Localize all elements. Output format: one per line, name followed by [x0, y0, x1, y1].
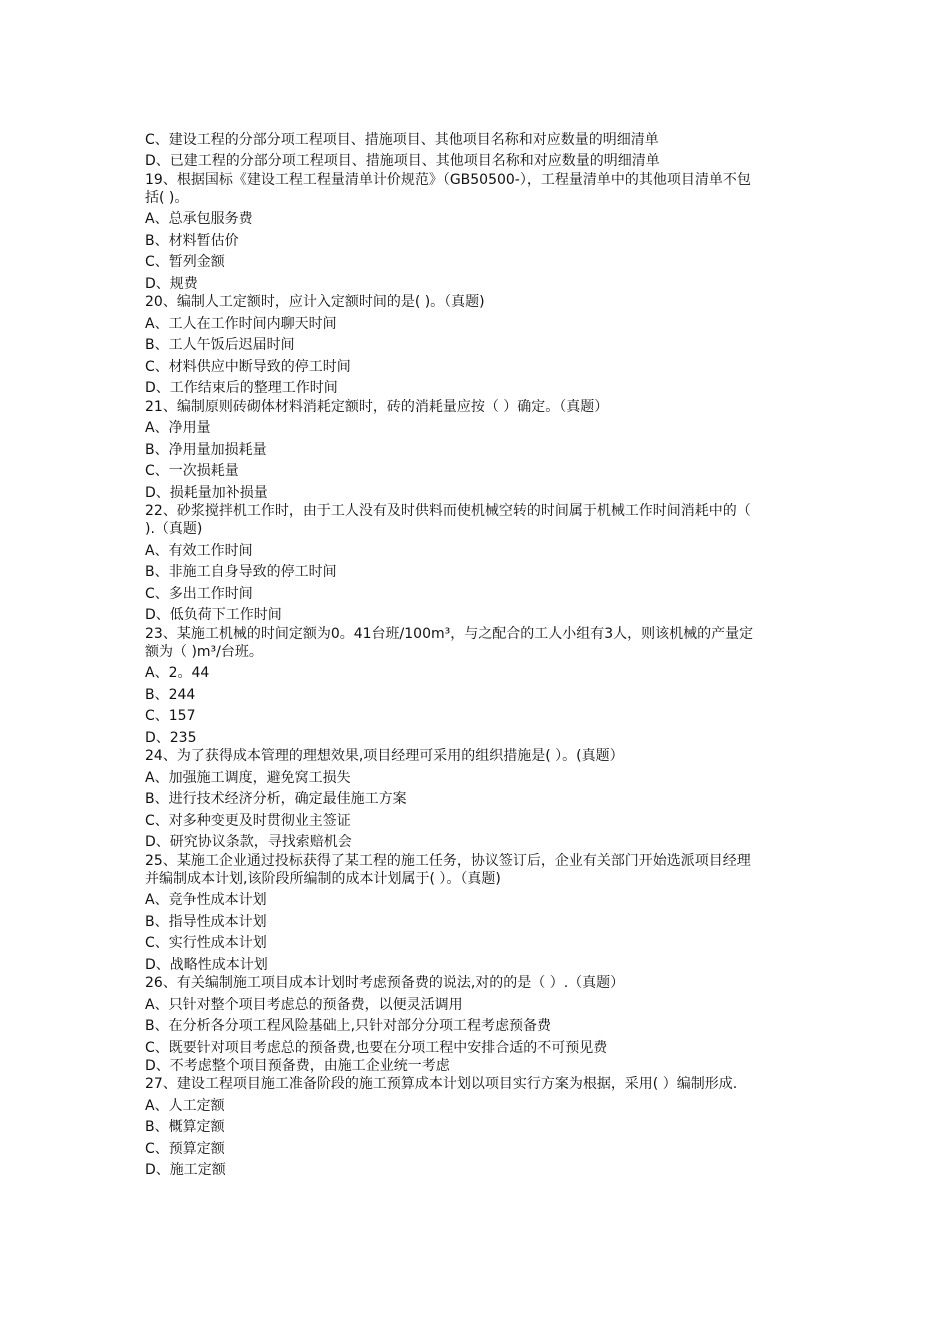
answer-option: A、2。44: [145, 665, 210, 681]
question-text: 27、建设工程项目施工准备阶段的施工预算成本计划以项目实行方案为根据，采用( ）编制形成.: [145, 1076, 738, 1092]
text-continuation: D、不考虑整个项目预备费，由施工企业统一考虑: [145, 1057, 450, 1074]
answer-option: A、工人在工作时间内聊天时间: [145, 315, 337, 332]
answer-option: B、进行技术经济分析，确定最佳施工方案: [145, 791, 407, 807]
answer-option: B、在分析各分项工程风险基础上,只针对部分分项工程考虑预备费: [145, 1018, 552, 1034]
answer-option: B、指导性成本计划: [145, 913, 267, 930]
answer-option: D、研究协议条款，寻找索赔机会: [145, 834, 352, 850]
text-continuation: 额为（ )m³/台班。: [145, 643, 263, 660]
answer-option: A、人工定额: [145, 1097, 225, 1114]
answer-option: A、有效工作时间: [145, 542, 253, 559]
answer-option: C、对多种变更及时贯彻业主签证: [145, 812, 351, 829]
answer-option: B、工人午饭后迟届时间: [145, 337, 295, 353]
document-page: [145, 127, 815, 1179]
answer-option: C、材料供应中断导致的停工时间: [145, 358, 351, 375]
question-text: 19、根据国标《建设工程工程量清单计价规范》（GB50500-），工程量清单中的其他项目清单不包: [145, 171, 751, 188]
answer-option: D、损耗量加补损量: [145, 484, 268, 501]
answer-option: C、暂列金额: [145, 254, 225, 270]
answer-option: B、244: [145, 686, 196, 703]
answer-option: D、已建工程的分部分项工程项目、措施项目、其他项目名称和对应数量的明细清单: [145, 153, 660, 169]
answer-option: A、只针对整个项目考虑总的预备费，以便灵活调用: [145, 996, 463, 1013]
answer-option: D、施工定额: [145, 1162, 226, 1178]
answer-option: C、多出工作时间: [145, 585, 253, 602]
question-text: 26、有关编制施工项目成本计划时考虑预备费的说法,对的的是（ ）.（真题）: [145, 975, 625, 991]
answer-option: D、235: [145, 729, 197, 746]
answer-option: B、材料暂估价: [145, 232, 239, 249]
question-text: 25、某施工企业通过投标获得了某工程的施工任务，协议签订后，企业有关部门开始选派项目经理: [145, 852, 751, 869]
answer-option: A、总承包服务费: [145, 211, 253, 227]
text-continuation: ).（真题): [145, 521, 203, 537]
answer-option: B、概算定额: [145, 1119, 225, 1135]
answer-option: B、非施工自身导致的停工时间: [145, 564, 337, 580]
question-text: 21、编制原则砖砌体材料消耗定额时，砖的消耗量应按（ ）确定。（真题）: [145, 398, 609, 415]
answer-option: A、净用量: [145, 420, 211, 436]
answer-option: C、预算定额: [145, 1140, 225, 1157]
answer-option: C、157: [145, 708, 196, 724]
answer-option: C、既要针对项目考虑总的预备费,也要在分项工程中安排合适的不可预见费: [145, 1039, 608, 1056]
question-text: 22、砂浆搅拌机工作时，由于工人没有及时供料而使机械空转的时间属于机械工作时间消耗中的（: [145, 503, 751, 519]
question-text: 24、为了获得成本管理的理想效果,项目经理可采用的组织措施是( ）。(真题）: [145, 748, 624, 764]
answer-option: D、规费: [145, 275, 198, 292]
text-continuation: 并编制成本计划,该阶段所编制的成本计划属于( ）。（真题): [145, 870, 501, 887]
question-text: 23、某施工机械的时间定额为0。41台班/100m³，与之配合的工人小组有3人，则该机械的产量定: [145, 625, 754, 642]
answer-option: C、实行性成本计划: [145, 935, 267, 951]
answer-option: A、加强施工调度，避免窝工损失: [145, 769, 351, 786]
answer-option: D、低负荷下工作时间: [145, 607, 282, 623]
question-text: 20、编制人工定额时，应计入定额时间的是( )。（真题): [145, 294, 485, 310]
answer-option: B、净用量加损耗量: [145, 441, 267, 458]
text-continuation: 括( )。: [145, 189, 189, 206]
answer-option: D、工作结束后的整理工作时间: [145, 380, 338, 396]
answer-option: C、一次损耗量: [145, 463, 239, 479]
answer-option: C、建设工程的分部分项工程项目、措施项目、其他项目名称和对应数量的明细清单: [145, 131, 659, 148]
answer-option: A、竞争性成本计划: [145, 892, 267, 908]
answer-option: D、战略性成本计划: [145, 956, 268, 973]
